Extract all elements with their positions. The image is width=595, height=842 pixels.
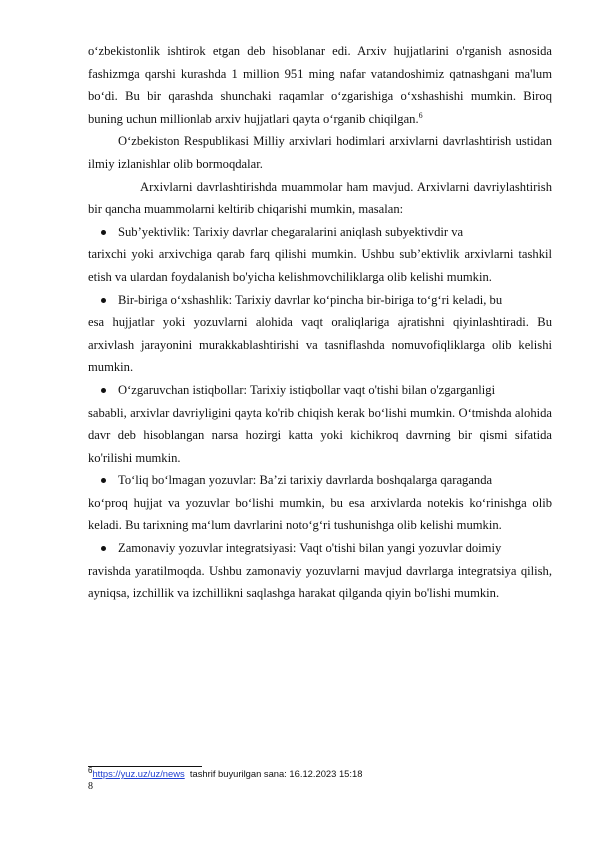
footnote-suffix: tashrif buyurilgan sana: 16.12.2023 15:18: [184, 768, 363, 779]
bullet-icon: [101, 478, 106, 483]
bullet-icon: [101, 388, 106, 393]
paragraph-2: O‘zbekiston Respublikasi Milliy arxivlari hodimlari arxivlarni davrlashtirish ustidan ilmiy izlanishlar olib bormoqdalar.: [88, 134, 552, 171]
paragraph-3: Arxivlarni davrlashtirishda muammolar ham mavjud. Arxivlarni davriylashtirish bir qancha muammolarni keltirib chiqarishi mumkin, masalan:: [88, 179, 552, 217]
footnote-marker: 6: [88, 765, 93, 775]
bullet-icon: [101, 298, 106, 303]
bullet-item-1-body: tarixchi yoki arxivchiga qarab farq qilishi mumkin. Ushbu sub’ektivlik arxivlarni tashkil etish va ulardan foydalanish bo'yicha kelishmovchiliklarga olib kelishi mumkin.: [88, 247, 552, 284]
bullet-item-1-head: Sub’yektivlik: Tarixiy davrlar chegaralarini aniqlash subyektivdir va: [88, 221, 552, 244]
bullet-item-4-body: ko‘proq hujjat va yozuvlar bo‘lishi mumkin, bu esa arxivlarda notekis ko‘rinishga olib keladi. Bu tarixning ma‘lum davrlarini noto‘g‘ri tushunishga olib kelishi mumkin.: [88, 495, 552, 533]
page-body: [88, 40, 552, 605]
footnote-reference[interactable]: 6: [418, 110, 423, 120]
paragraph-1-text: o‘zbekistonlik ishtirok etgan deb hisoblanar edi. Arxiv hujjatlarini o'rganish asnosida fashizmga qarshi kurashda 1 million 951 ming nafar vatandoshimiz qatnashgani ma'lum bo‘di. Bu bir qarashda shunchaki raqamlar o‘zgarishiga o‘xshashishi mumkin. Biroq buning uchun millionlab arxiv hujjatlari qayta o‘rganib chiqilgan.: [88, 44, 552, 126]
bullet-item-5-body: ravishda yaratilmoqda. Ushbu zamonaviy yozuvlarni mavjud davrlarga integratsiya qilish, ayniqsa, izchillik va izchillikni saqlashga harakat qilganda qiyin bo'lishi mumkin.: [88, 563, 552, 601]
bullet-item-3-body: sababli, arxivlar davriyligini qayta ko'rib chiqish kerak bo‘lishi mumkin. O‘tmishda alohida davr deb hisoblangan narsa hozirgi katta yoki kichikroq davrning bir qismi sifatida ko'rilishi mumkin.: [88, 405, 552, 465]
footnote: [88, 765, 363, 780]
footnote-divider: [88, 766, 202, 767]
bullet-item-3-head: O‘zgaruvchan istiqbollar: Tarixiy istiqbollar vaqt o'tishi bilan o'zgarganligi: [88, 379, 552, 402]
bullet-icon: [101, 230, 106, 235]
bullet-item-2-head: Bir-biriga o‘xshashlik: Tarixiy davrlar ko‘pincha bir-biriga to‘g‘ri keladi, bu: [88, 289, 552, 312]
bullet-item-4-head: To‘liq bo‘lmagan yozuvlar: Ba’zi tarixiy davrlarda boshqalarga qaraganda: [88, 469, 552, 492]
page-number: 8: [88, 781, 93, 792]
bullet-icon: [101, 546, 106, 551]
bullet-item-2-body: esa hujjatlar yoki yozuvlarni alohida vaqt oraliqlariga ajratishni qiyinlashtiradi. Bu arxivlash jarayonini murakkablashtirishi va tasniflashda nomuvofiqliklarga olib kelishi mumkin.: [88, 315, 552, 375]
bullet-item-5-head: Zamonaviy yozuvlar integratsiyasi: Vaqt o'tishi bilan yangi yozuvlar doimiy: [88, 537, 552, 560]
footnote-link[interactable]: https://yuz.uz/uz/news: [92, 768, 185, 779]
paragraph-1: [88, 40, 552, 130]
